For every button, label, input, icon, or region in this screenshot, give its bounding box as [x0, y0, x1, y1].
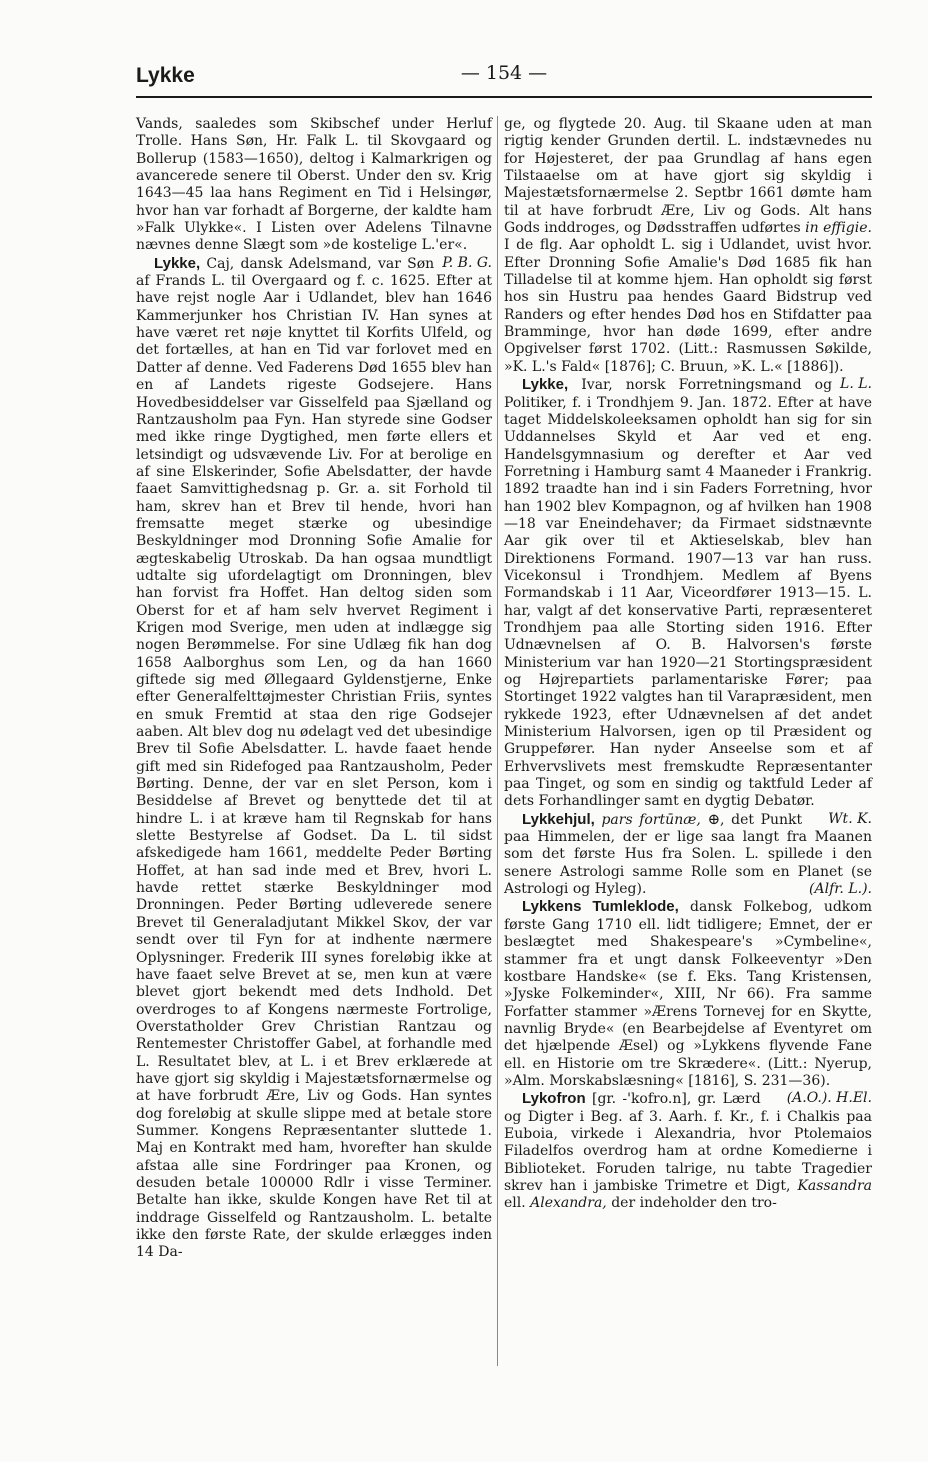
paragraph-text: Vands, saaledes som Skibschef under Herluf Trolle. Hans Søn, Hr. Falk L. til Skovgaard og Bollerup (1583—1650), deltog i Kalmarkrigen og avancerede senere til Oberst. Under den sv. Krig 1643—45 laa hans Regiment en Tid i Helsingør, hvor han var forhadt af Borgerne, der kaldte ham »Falk Ulykke«. I Listen over Adelens Tilnavne nævnes denne Slægt som »de kostelige L.'er«. — [136, 116, 492, 254]
italic-title: Kassandra — [797, 1177, 873, 1194]
entry-lykofron — [504, 1090, 872, 1212]
author-signature: P. B. G. — [442, 254, 492, 271]
author-signature: (Alfr. L.). — [809, 881, 872, 898]
entry-headword: Lykke, — [154, 254, 201, 272]
author-signature: (A.O.). H.El. — [786, 1090, 872, 1107]
left-column — [136, 116, 492, 1262]
page-number: — 154 — — [460, 62, 548, 84]
entry-text: Ivar, norsk Forretningsmand og Politiker, f. i Trondhjem 9. Jan. 1872. Efter at have taget Middelskoleeksamen opholdt han sig for sin Uddannelses Skyld et Aar ved et eng. Handelsgymnasium og derefter et Aar ved Forretning i Hamburg samt 4 Maaneder i Frankrig. 1892 traadte han ind i sin Faders Forretning, hvor han 1902 blev Kompagnon, og af hvilken han 1908—18 var Eneindehaver; da Firmaet sidstnævnte Aar gik over til et Aktieselskab, blev han Direktionens Formand. 1907—13 var han russ. Vicekonsul i Trondhjem. Medlem af Byens Formandskab i 11 Aar, Viceordfører 1913—15. L. har, valgt af det konservative Parti, repræsenteret Trondhjem paa alle Storting siden 1916. Efter Udnævnelsen af O. B. Halvorsen's første Ministerium var han 1920—21 Stortingspræsident og Højrepartiets parlamentariske Fører; paa Stortinget 1922 valgtes han til Varapræsident, men rykkede 1923, efter Udnævnelsen af det andet Ministerium Halvorsen, igen op til Præsident og Gruppefører. Han nyder Anseelse som et af Erhvervslivets mest fremskudte Repræsentanter paa Tinget, og som en sindig og taktfuld Leder af dets Forhandlinger samt en dygtig Debatør. — [504, 377, 872, 810]
latin-term: pars fortūnæ, — [601, 811, 701, 828]
header-rule — [136, 96, 872, 98]
entry-headword: Lykofron — [522, 1090, 586, 1108]
entry-text: , det Punkt paa Himmelen, der er lige saa langt fra Maanen som det første Hus fra Solen. L. spillede i den senere Astrologi samme Rolle som en Planet (se Astrologi og Hyleg). — [504, 811, 872, 898]
entry-headword: Lykke, — [522, 376, 569, 394]
author-signature: L. L. — [840, 376, 872, 393]
entry-headword: Lykkehjul, — [522, 810, 595, 828]
column-separator — [497, 116, 498, 1366]
entry-text: ge, og flygtede 20. Aug. til Skaane uden at man rigtig kender Grunden dertil. L. indstævnedes nu for Højesteret, der paa Grundlag af hans egen Tilstaaelse om at have gjort sig skyldig i Majestætsfornærmelse 2. Septbr 1661 dømte ham til at have forbrudt Ære, Liv og Gods. Alt hans Gods inddroges, og Dødsstraffen udførtes — [504, 116, 872, 237]
entry-headword: Lykkens Tumleklode, — [522, 898, 679, 916]
entry-lykke-caj — [136, 255, 492, 1262]
pars-fortunae-symbol-icon: ⊕ — [707, 809, 721, 828]
paragraph-falk — [136, 116, 492, 271]
entry-text: Caj, dansk Adelsmand, var Søn af Frands L. til Overgaard og f. c. 1625. Efter at have rejst nogle Aar i Udlandet, blev han 1646 Kammerjunker hos Christian IV. Han synes at have været ret nøje knyttet til Korfits Ulfeld, og det fortælles, at han en Tid var forlovet med en Datter af denne. Ved Faderens Død 1655 blev han en af Landets rigeste Godsejere. Hans Hovedbesiddelser var Gisselfeld paa Sjælland og Rantzausholm paa Fyn. Han styrede sine Godser med ikke ringe Dygtighed, men førte ellers et letsindigt og udsvævende Liv. For at berolige en af sine Elskerinder, Sofie Abelsdatter, der havde faaet Samvittighedsnag p. Gr. a. sit Forhold til ham, skrev han et Brev til hende, hvori han fremsatte meget stærke og ubesindige Beskyldninger mod Dronning Sofie Amalie for ægteskabelig Utroskab. Da han ogsaa mundtligt udtalte sig ufordelagtigt om Dronningen, blev han forvist fra Hoffet. Han deltog siden som Oberst for et af ham selv hvervet Regiment i Krigen mod Sverige, men uden at indlægge sig nogen Berømmelse. For sine Udlæg fik han dog 1658 Aalborghus som Len, og da han 1660 giftede sig med Øllegaard Gyldenstjerne, Enke efter Generalfelttøjmester Christian Friis, syntes en smuk Fremtid at staa den rige Godsejer aaben. Alt blev dog nu ødelagt ved det ubesindige Brev til Sofie Abelsdatter. L. havde faaet hende gift med sin Ridefoged paa Rantzausholm, Peder Børting. Denne, der var en slet Person, kom i Besiddelse af Brevet og benyttede det til at hindre L. i at kræve ham til Regnskab for hans slette Bestyrelse af Godset. Da L. til sidst afskedigede ham 1661, meddelte Peder Børting Hoffet, at han sad inde med et Brev, hvori L. havde rettet stærke Beskyldninger mod Dronningen. Peder Børting udleverede senere Brevet til Generaladjutant Mikkel Skov, der var sendt over til Fyn for at indhente nærmere Oplysninger. Frederik III synes foreløbig ikke at have faaet selve Brevet at se, men kun at være blevet gjort bekendt med dets Indhold. Det overdroges to af Kongens nærmeste Fortrolige, Overstatholder Grev Christian Rantzau og Rentemester Christoffer Gabel, at forhandle med L. Resultatet blev, at L. i et Brev erklærede at have gjort sig skyldig i Majestætsfornærmelse og at have forbrudt Ære, Liv og Gods. Han syntes dog foreløbig at skulle slippe med at betale store Summer. Kongens Repræsentanter sluttede 1. Maj en Kontrakt med ham, hvorefter han skulde afstaa alle sine Fordringer paa Kronen, og desuden betale 100000 Rdlr i visse Terminer. Betalte han ikke, skulde Kongen have Ret til at inddrage Gisselfeld og Rantzausholm. L. betalte ikke den første Rate, der skulde erlægges inden 14 Da- — [136, 255, 492, 1261]
entry-text: I de flg. Aar opholdt L. sig i Udlandet, uvist hvor. Efter Dronning Sofie Amalie's Død 1685 fik han Tilladelse til at komme hjem. Han opholdt sig først hos sin Hustru paa hendes Gaard Bidstrup ved Randers og efter hendes Død hos en Stifdatter paa Bramminge, hvor han døde 1699, efter andre Opgivelser først 1702. (Litt.: Rasmussen Søkilde, »K. L.'s Fald« [1876]; C. Bruun, »K. L.« [1886]). — [504, 237, 872, 375]
running-headword: Lykke — [136, 64, 195, 87]
entry-text: dansk Folkebog, udkom første Gang 1710 ell. lidt tidligere; Emnet, der er beslægtet med Shakespeare's »Cymbeline«, stammer fra et ungt dansk Folkeeventyr »Den kostbare Handske« (se f. Eks. Tang Kristensen, »Jyske Folkeminder«, XIII, Nr 66). Fra samme Forfatter stammer »Ærens Tornevej for en Skytte, navnlig Bryde« (en Bearbejdelse af Eventyret om det hjælpende Æsel) og »Lykkens flyvende Fane ell. en Historie om tre Skrædere«. (Litt.: Nyerup, »Alm. Morskabslæsning« [1816], S. 231—36). — [504, 899, 872, 1089]
entry-text: ell. — [504, 1195, 526, 1212]
author-signature: Wt. K. — [828, 810, 872, 827]
italic-term: in effigie. — [805, 220, 872, 237]
entry-text: [gr. -'kofro.n], gr. Lærd og Digter i Beg. af 3. Aarh. f. Kr., f. i Chalkis paa Euboia, virkede i Alexandria, hvor Ptolemaios Filadelfos overdrog ham at ordne Komedierne i Biblioteket. Foruden talrige, nu tabte Tragedier skrev han i jambiske Trimetre et Digt, — [504, 1091, 872, 1194]
italic-title: Alexandra, — [530, 1195, 607, 1212]
page-header — [136, 58, 872, 94]
right-column — [504, 116, 872, 1213]
entry-text: der indeholder den tro- — [611, 1195, 777, 1212]
